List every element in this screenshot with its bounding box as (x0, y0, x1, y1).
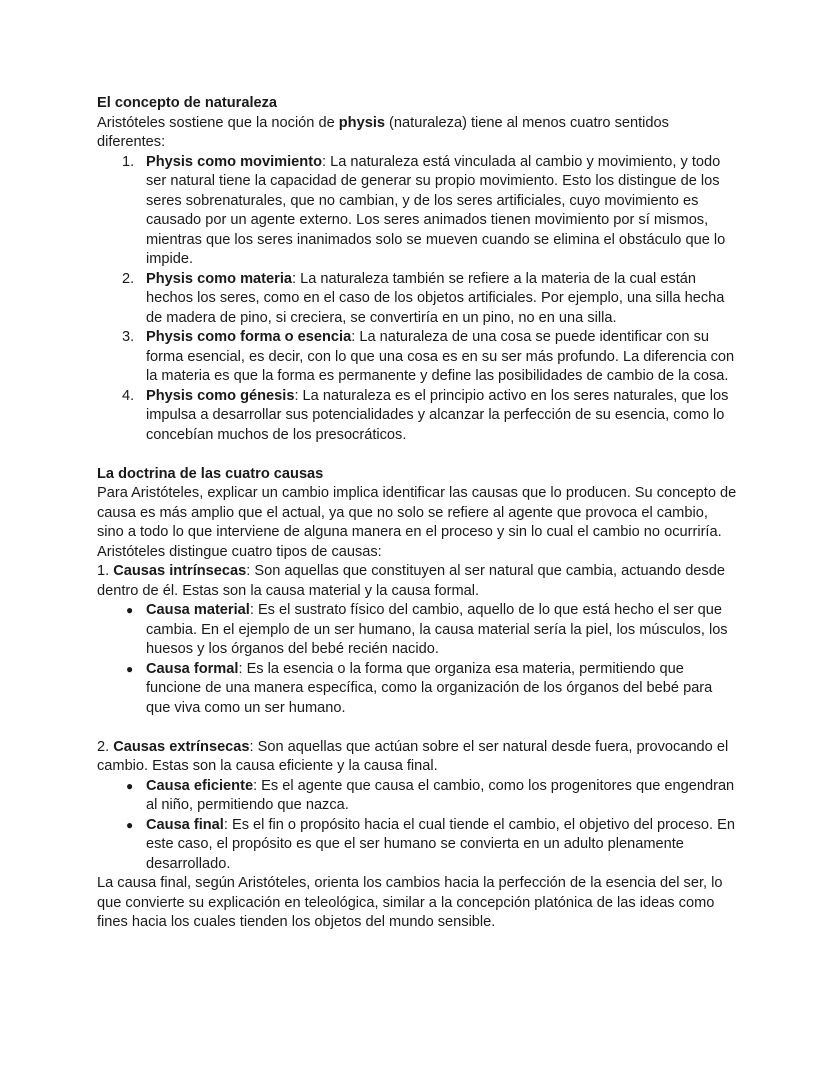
group-label: Causas extrínsecas (113, 738, 250, 755)
list-number: 4. (122, 387, 135, 404)
section-heading-causas: La doctrina de las cuatro causas (97, 465, 324, 482)
intro-text: (naturaleza) tiene al menos cuatro sentidos diferentes: (97, 114, 669, 150)
bullet-icon: ● (126, 603, 134, 617)
item-label: Physis como forma o esencia (146, 329, 352, 345)
document-page (97, 94, 737, 933)
list-item (97, 777, 737, 816)
item-text: : Es el agente que causa el cambio, como los progenitores que engendran al niño, permitiendo que nazca. (146, 777, 735, 813)
section-heading-naturaleza: El concepto de naturaleza (97, 95, 278, 111)
item-text: : La naturaleza es el principio activo en los seres naturales, que los impulsa a desarrollar sus potencialidades y alcanzar la perfección de su esencia, como lo concebían muchos de los presocráticos. (146, 387, 729, 443)
spacer (97, 445, 737, 465)
bullet-list (97, 777, 737, 875)
bullet-icon: ● (126, 817, 134, 832)
item-label: Causa eficiente (146, 777, 254, 794)
group-text: : Son aquellas que actúan sobre el ser natural desde fuera, provocando el cambio. Estas son la causa eficiente y la causa final. (97, 738, 729, 774)
group-text: : Son aquellas que constituyen al ser natural que cambia, actuando desde dentro de él. Estas son la causa material y la causa formal. (97, 563, 725, 599)
list-number: 2. (122, 270, 135, 287)
causes-group-heading (97, 562, 737, 601)
item-text: : La naturaleza de una cosa se puede identificar con su forma esencial, es decir, con lo que una cosa es en su ser más profundo. La diferencia con la materia es que la forma es permanente y define las posibilidades de cambio de la cosa. (146, 329, 735, 384)
item-text: : Es el sustrato físico del cambio, aquello de lo que está hecho el ser que cambia. En el ejemplo de un ser humano, la causa material sería la piel, los músculos, los huesos y los órganos del bebé recién nacido. (146, 602, 728, 657)
intro-text: Aristóteles sostiene que la noción de (97, 114, 339, 131)
item-label: Physis como génesis (146, 387, 295, 404)
spacer (97, 718, 737, 738)
list-number: 3. (122, 329, 135, 345)
group-number: 1. (97, 563, 114, 579)
bullet-list (97, 601, 737, 718)
causes-group-heading (97, 738, 737, 777)
item-label: Physis como materia (146, 270, 293, 287)
bullet-icon: ● (126, 778, 134, 793)
bullet-icon: ● (126, 661, 134, 676)
group-number: 2. (97, 738, 114, 755)
closing-paragraph: La causa final, según Aristóteles, orienta los cambios hacia la perfección de la esencia del ser, lo que convierte su explicación en teleológica, similar a la concepción platónica de las ideas como fines hacia los cuales tienden los objetos del mundo sensible. (97, 875, 723, 930)
list-item (97, 601, 737, 660)
physis-list (97, 153, 737, 446)
item-text: : La naturaleza también se refiere a la materia de la cual están hechos los seres, como en el caso de los objetos artificiales. Por ejemplo, una silla hecha de madera de pino, si creciera, se convertiría en un pino, no en una silla. (146, 270, 725, 326)
list-item (97, 270, 737, 329)
item-label: Causa final (146, 816, 224, 833)
item-text: : La naturaleza está vinculada al cambio y movimiento, y todo ser natural tiene la capacidad de generar su propio movimiento. Esto los distingue de los seres sobrenaturales, que no cambian, y de los seres artificiales, cuyo movimiento es causado por un agente externo. Los seres animados tienen movimiento por sí mismos, mientras que los seres inanimados solo se mueven cuando se elimina el obstáculo que lo impide. (146, 153, 726, 267)
list-item (97, 153, 737, 270)
list-number: 1. (122, 153, 135, 170)
item-label: Causa formal (146, 660, 239, 677)
item-text: : Es la esencia o la forma que organiza esa materia, permitiendo que funcione de una manera específica, como la organización de los órganos del bebé para que viva como un ser humano. (146, 660, 713, 716)
list-item (97, 660, 737, 719)
list-item (97, 816, 737, 875)
list-item (97, 387, 737, 446)
group-label: Causas intrínsecas (113, 563, 247, 579)
item-label: Causa material (146, 602, 250, 618)
intro-bold: physis (338, 114, 385, 131)
item-text: : Es el fin o propósito hacia el cual tiende el cambio, el objetivo del proceso. En este caso, el propósito es que el ser humano se convierta en un adulto plenamente desarrollado. (146, 816, 735, 872)
list-item (97, 328, 737, 387)
section-intro: Para Aristóteles, explicar un cambio implica identificar las causas que lo producen. Su concepto de causa es más amplio que el actual, ya que no solo se refiere al agente que provoca el cambio, sino a todo lo que interviene de alguna manera en el proceso y sin lo cual el cambio no ocurriría. Aristóteles distingue cuatro tipos de causas: (97, 485, 737, 560)
item-label: Physis como movimiento (146, 153, 322, 170)
section-intro (97, 114, 737, 153)
